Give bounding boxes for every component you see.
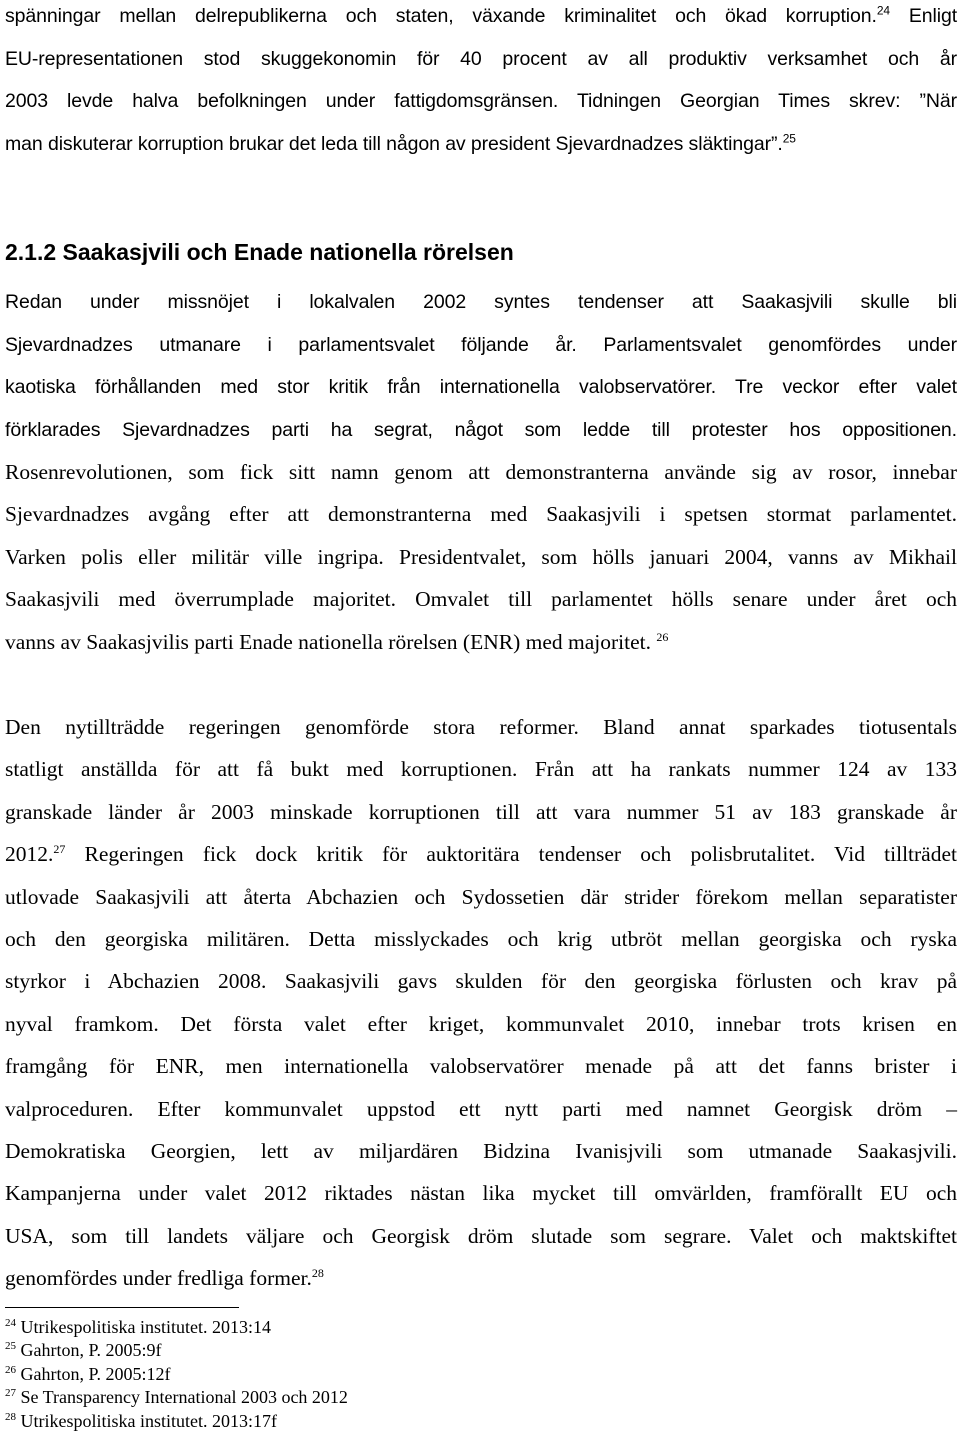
text-line: Kampanjerna under valet 2012 riktades nästan lika mycket till omvärlden, framförallt EU och <box>5 1181 957 1206</box>
footnote-27: $^{27}$ Se Transparency International 2003 och 2012 <box>5 1387 348 1408</box>
text-line: granskade länder år 2003 minskade korruptionen till att vara nummer 51 av 183 granskade år <box>5 799 957 824</box>
text-line: 2003 levde halva befolkningen under fattigdomsgränsen. Tidningen Georgian Times skrev: ”När <box>5 90 957 112</box>
intro-paragraph <box>5 0 957 165</box>
text-line: Varken polis eller militär ville ingripa. Presidentvalet, som hölls januari 2004, vanns av Mikhail <box>5 544 957 569</box>
text-line: genomfördes under fredliga former.$^{28}$ <box>5 1266 324 1291</box>
footnote-ref[interactable]: 27 <box>53 842 66 857</box>
text-line: Rosenrevolutionen, som fick sitt namn genom att demonstranterna använde sig av rosor, innebar <box>5 460 957 484</box>
text-line: styrkor i Abchazien 2008. Saakasjvili gavs skulden för den georgiska förlusten och krav på <box>5 969 957 994</box>
text-line: vanns av Saakasjvilis parti Enade nationella rörelsen (ENR) med majoritet. $^{26}$ <box>5 629 669 654</box>
text-line: Demokratiska Georgien, lett av miljardären Bidzina Ivanisjvili som utmanade Saakasjvili. <box>5 1139 957 1164</box>
paragraph-enr <box>5 281 957 663</box>
footnote-24: $^{24}$ Utrikespolitiska institutet. 2013:14 <box>5 1317 271 1337</box>
text-line: kaotiska förhållanden med stor kritik från internationella valobservatörer. Tre veckor efter valet <box>5 376 957 398</box>
footnote-25: $^{25}$ Gahrton, P. 2005:9f <box>5 1340 162 1361</box>
text-line: utlovade Saakasjvili att återta Abchazien och Sydossetien där strider förekom mellan separatister <box>5 884 957 909</box>
footnote-26: $^{26}$ Gahrton, P. 2005:12f <box>5 1363 171 1384</box>
text-line: nyval framkom. Det första valet efter kriget, kommunvalet 2010, innebar trots krisen en <box>5 1011 957 1036</box>
paragraph-reforms <box>5 706 957 1300</box>
footnote-ref[interactable]: 26 <box>656 629 669 644</box>
footnotes <box>5 1316 348 1433</box>
text-line: EU-representationen stod skuggekonomin för 40 procent av all produktiv verksamhet och år <box>5 47 957 70</box>
footnote-28: $^{28}$ Utrikespolitiska institutet. 2013:17f <box>5 1410 277 1431</box>
text-line: USA, som till landets väljare och Georgisk dröm slutade som segrare. Valet och maktskiftet <box>5 1223 957 1248</box>
section-heading: 2.1.2 Saakasjvili och Enade nationella rörelsen <box>5 239 514 265</box>
footnote-ref[interactable]: 24 <box>876 3 890 18</box>
text-line: man diskuterar korruption brukar det leda till någon av president Sjevardnadzes släktingar”.$^{25}$ <box>5 131 796 155</box>
text-line: 2012.27 Regeringen fick dock kritik för auktoritära tendenser och polisbrutalitet. Vid tillträdet <box>5 842 957 867</box>
text-line: förklarades Sjevardnadzes parti ha segrat, något som ledde till protester hos oppositionen. <box>5 418 957 441</box>
text-line: spänningar mellan delrepublikerna och staten, växande kriminalitet och ökad korruption.$^{24}$ Enligt <box>5 3 958 27</box>
text-line: statligt anställda för att få bukt med korruptionen. Från att ha rankats nummer 124 av 133 <box>5 757 957 782</box>
text-line: valproceduren. Efter kommunvalet uppstod ett nytt parti med namnet Georgisk dröm – <box>5 1096 957 1121</box>
text-line: och den georgiska militären. Detta misslyckades och krig utbröt mellan georgiska och ryska <box>5 927 957 952</box>
footnote-divider <box>5 1307 239 1308</box>
text-line: Den nytillträdde regeringen genomförde stora reformer. Bland annat sparkades tiotusentals <box>5 715 957 739</box>
text-line: framgång för ENR, men internationella valobservatörer menade på att det fanns brister i <box>5 1054 957 1079</box>
text-line: Saakasjvili med överrumplade majoritet. Omvalet till parlamentet hölls senare under året och <box>5 587 957 612</box>
footnote-ref[interactable]: 28 <box>311 1266 324 1281</box>
text-line: Sjevardnadzes avgång efter att demonstranterna med Saakasjvili i spetsen stormat parlamentet. <box>5 502 957 527</box>
footnote-ref[interactable]: 25 <box>782 131 796 145</box>
text-line: Sjevardnadzes utmanare i parlamentsvalet följande år. Parlamentsvalet genomfördes under <box>5 333 957 356</box>
text-line: Redan under missnöjet i lokalvalen 2002 syntes tendenser att Saakasjvili skulle bli <box>5 291 957 313</box>
